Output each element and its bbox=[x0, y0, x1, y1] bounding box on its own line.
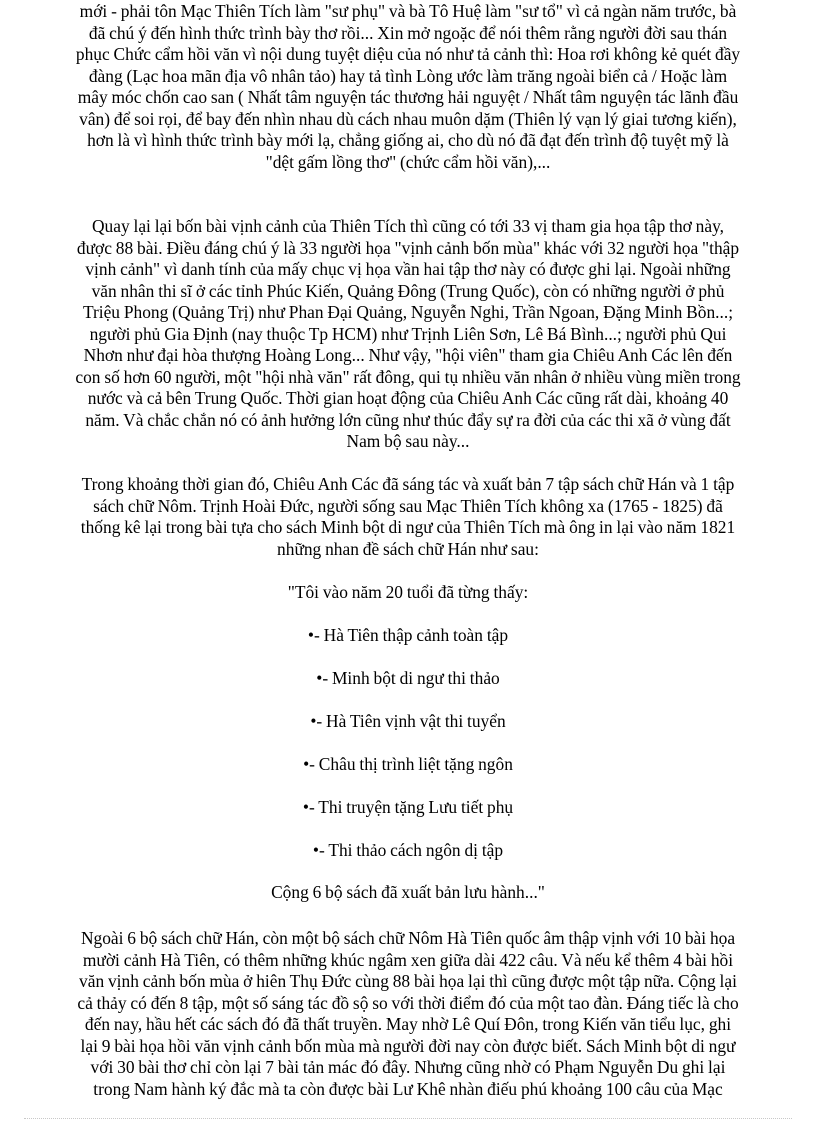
text-line: văn nhân thi sĩ ở các tỉnh Phúc Kiến, Quảng Đông (Trung Quốc), còn có những người ở phủ bbox=[91, 280, 725, 301]
text-line: Ngoài 6 bộ sách chữ Hán, còn một bộ sách chữ Nôm Hà Tiên quốc âm thập vịnh với 10 bài họa bbox=[80, 928, 736, 948]
book-list-item: •- Thi truyện tặng Lưu tiết phụ bbox=[302, 797, 514, 817]
text-line: với 30 bài thơ chỉ còn lại 7 bài tản mác đó đây. Nhưng cũng nhờ có Phạm Nguyễn Du ghi lại bbox=[90, 1057, 726, 1077]
text-line: "dệt gấm lồng thơ" (chức cẩm hồi văn),... bbox=[265, 151, 551, 172]
text-line: mười cảnh Hà Tiên, có thêm những khúc ngâm xen giữa dài 422 câu. Và nếu kể thêm 4 bài hồi bbox=[82, 949, 734, 970]
text-line: thống kê lại trong bài tựa cho sách Minh bột di ngư của Thiên Tích mà ông in lại vào năm 1821 bbox=[80, 517, 736, 537]
book-list-item: •- Thi thảo cách ngôn dị tập bbox=[312, 840, 504, 860]
text-line: đàng (Lạc hoa mãn địa vô nhân tảo) hay tả tình Lòng ước làm trăng ngoài biển cả / Hoặc làm bbox=[88, 65, 728, 86]
text-line: vân) để soi rọi, để bay đến nhìn nhau dù cách nhau muôn dặm (Thiên lý vạn lý giai tương kiến), bbox=[79, 108, 737, 129]
text-line: văn vịnh cảnh bốn mùa ở hiên Thụ Đức cùng 88 bài họa lại thì cũng được một tập nữa. Cộng lại bbox=[79, 971, 737, 991]
text-line: con số hơn 60 người, một "hội nhà văn" rất đông, qui tụ nhiều văn nhân ở nhiều vùng miền trong bbox=[75, 366, 741, 387]
text-line: đã chú ý đến hình thức trình bày thơ rồi... Xin mở ngoặc để nói thêm rằng người đời sau thán bbox=[88, 22, 728, 43]
text-line: hơn là vì hình thức trình bày mới lạ, chẳng giống ai, cho dù nó đã đạt đến trình độ tuyệt mỹ là bbox=[87, 130, 729, 150]
text-line: trong Nam hành ký đắc mà ta còn được bài Lư Khê nhàn điếu phú khoảng 100 câu của Mạc bbox=[93, 1078, 723, 1099]
book-list-item: •- Châu thị trình liệt tặng ngôn bbox=[303, 754, 513, 774]
text-line: Quay lại lại bốn bài vịnh cảnh của Thiên Tích thì cũng có tới 33 vị tham gia họa tập thơ này, bbox=[91, 216, 725, 236]
text-line: đến nay, hầu hết các sách đó đã thất truyền. May nhờ Lê Quí Đôn, trong Kiến văn tiểu lục, ghi bbox=[84, 1014, 732, 1034]
text-line: năm. Và chắc chắn nó có ảnh hưởng lớn cũng như thúc đẩy sự ra đời của các thi xã ở vùng đất bbox=[85, 409, 731, 430]
book-list-item: •- Minh bột di ngư thi thảo bbox=[316, 668, 500, 688]
page-bottom-divider bbox=[24, 1118, 792, 1119]
text-line: phục Chức cẩm hồi văn vì nội dung tuyệt diệu của nó như tả cảnh thì: Hoa rơi không kẻ quét đầy bbox=[75, 44, 741, 64]
text-line: mây móc chốn cao san ( Nhất tâm nguyện tác thương hải nguyệt / Nhất tâm nguyện tác lãnh đầu bbox=[77, 87, 739, 107]
paragraph-chieu-anh-cac-form bbox=[50, 1, 766, 173]
book-list-item: •- Hà Tiên thập cảnh toàn tập bbox=[307, 625, 509, 645]
text-line: Nhơn như đại hòa thượng Hoàng Long... Như vậy, "hội viên" tham gia Chiêu Anh Các lên đến bbox=[83, 345, 733, 365]
paragraph-poetry-members bbox=[50, 216, 766, 453]
text-line: được 88 bài. Điều đáng chú ý là 33 người họa "vịnh cảnh bốn mùa" khác với 32 người họa "thập bbox=[76, 237, 740, 258]
text-line: vịnh cảnh" vì danh tính của mấy chục vị họa vần hai tập thơ này có được ghi lại. Ngoài những bbox=[85, 259, 731, 279]
text-line: mới - phải tôn Mạc Thiên Tích làm "sư phụ" và bà Tô Huệ làm "sư tổ" vì cả ngàn năm trước, bà bbox=[79, 1, 737, 21]
text-line: Triệu Phong (Quảng Trị) như Phan Đại Quảng, Nguyễn Nghi, Trần Ngoan, Đặng Minh Bồn...; bbox=[82, 302, 734, 322]
quote-closing: Cộng 6 bộ sách đã xuất bản lưu hành..." bbox=[271, 882, 545, 902]
text-line: người phủ Gia Định (nay thuộc Tp HCM) như Trịnh Liên Sơn, Lê Bá Bình...; người phủ Qui bbox=[89, 323, 727, 344]
text-line: Trong khoảng thời gian đó, Chiêu Anh Các đã sáng tác và xuất bản 7 tập sách chữ Hán và 1 tập bbox=[81, 474, 735, 494]
paragraph-nom-book bbox=[50, 928, 766, 1100]
paragraph-publications bbox=[50, 474, 766, 560]
text-line: cả thảy có đến 8 tập, một số sáng tác đồ sộ so với thời điểm đó của một tao đàn. Đáng tiếc là cho bbox=[77, 992, 739, 1013]
text-line: sách chữ Nôm. Trịnh Hoài Đức, người sống sau Mạc Thiên Tích không xa (1765 - 1825) đã bbox=[93, 495, 723, 516]
text-line: nước và cả bên Trung Quốc. Thời gian hoạt động của Chiêu Anh Các cũng rất dài, khoảng 40 bbox=[87, 388, 729, 408]
text-line: những nhan đề sách chữ Hán như sau: bbox=[277, 538, 539, 559]
text-line: lại 9 bài họa hồi văn vịnh cảnh bốn mùa mà người đời nay còn được biết. Sách Minh bột di ngư bbox=[80, 1035, 736, 1056]
text-line: Nam bộ sau này... bbox=[346, 431, 470, 451]
quote-opening: "Tôi vào năm 20 tuổi đã từng thấy: bbox=[287, 582, 529, 602]
book-list-item: •- Hà Tiên vịnh vật thi tuyển bbox=[310, 711, 506, 731]
